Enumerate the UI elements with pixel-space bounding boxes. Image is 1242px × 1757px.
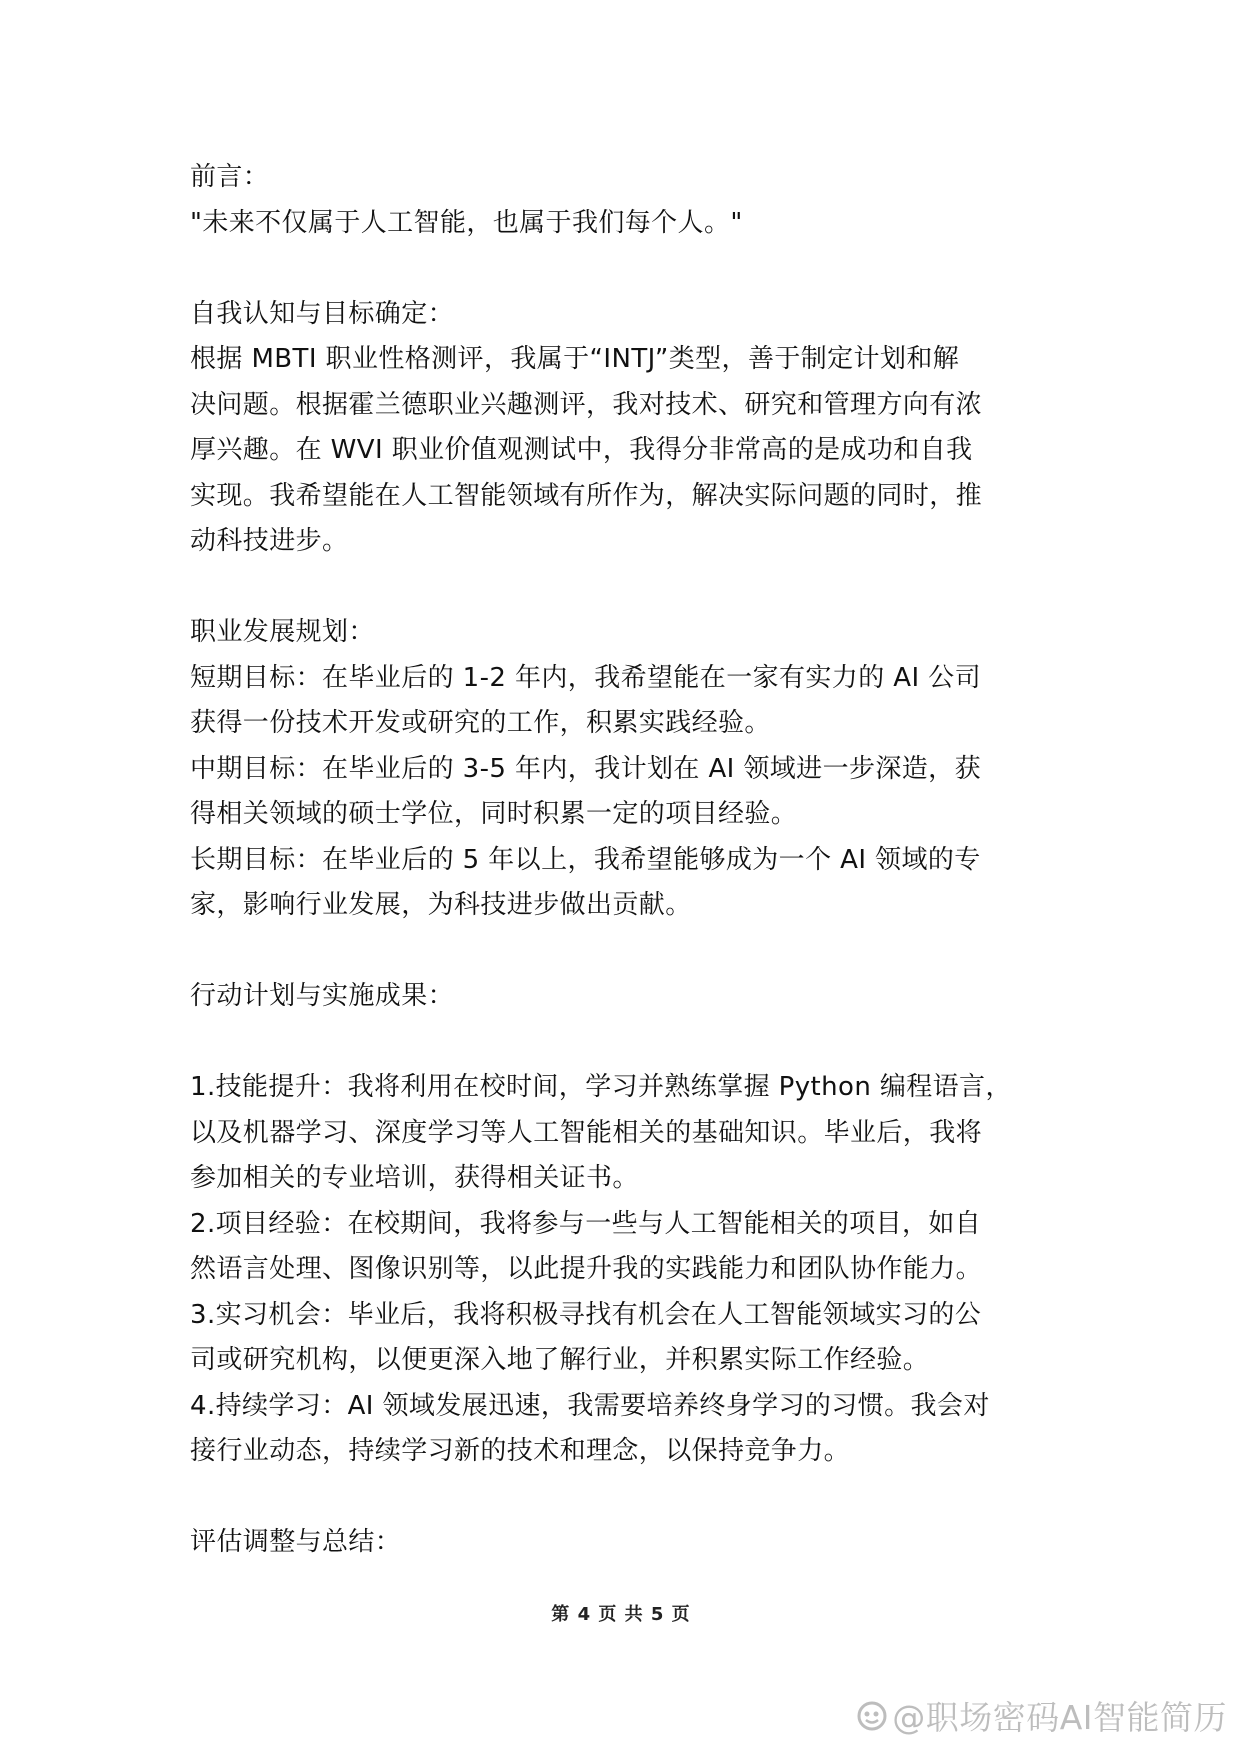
text-line: 动科技进步。 (190, 526, 349, 556)
blank-line (190, 246, 1060, 292)
text-line: 参加相关的专业培训，获得相关证书。 (190, 1163, 639, 1193)
blank-line (190, 929, 1060, 975)
page-number: 第 4 页 共 5 页 (551, 1604, 691, 1625)
text-line: 家，影响行业发展，为科技进步做出贡献。 (190, 890, 692, 920)
section-heading: 行动计划与实施成果： (190, 981, 455, 1011)
text-line: 以及机器学习、深度学习等人工智能相关的基础知识。毕业后，我将 (190, 1117, 983, 1148)
text-line: 短期目标：在毕业后的 1-2 年内，我希望能在一家有实力的 AI 公司 (190, 662, 981, 693)
section-heading: 职业发展规划： (190, 617, 375, 647)
text-line: 决问题。根据霍兰德职业兴趣测评，我对技术、研究和管理方向有浓 (190, 389, 983, 420)
text-line: 司或研究机构，以便更深入地了解行业，并积累实际工作经验。 (190, 1345, 930, 1375)
text-line: 根据 MBTI 职业性格测评，我属于“INTJ”类型，善于制定计划和解 (190, 344, 960, 374)
text-line: 得相关领域的硕士学位，同时积累一定的项目经验。 (190, 799, 798, 829)
text-line: "未来不仅属于人工智能，也属于我们每个人。" (190, 207, 743, 238)
text-line: 前言： (190, 162, 270, 192)
text-line: 长期目标：在毕业后的 5 年以上，我希望能够成为一个 AI 领域的专 (190, 844, 981, 875)
blank-line (190, 1020, 1060, 1066)
blank-line (190, 1475, 1060, 1521)
watermark-text: @职场密码AI智能简历 (892, 1698, 1227, 1737)
section-heading: 自我认知与目标确定： (190, 298, 455, 329)
text-line: 然语言处理、图像识别等，以此提升我的实践能力和团队协作能力。 (190, 1254, 983, 1284)
blank-line (190, 565, 1060, 611)
text-line: 实现。我希望能在人工智能领域有所作为，解决实际问题的同时，推 (190, 480, 983, 511)
text-line: 4.持续学习：AI 领域发展迅速，我需要培养终身学习的习惯。我会对 (190, 1390, 990, 1421)
text-line: 3.实习机会：毕业后，我将积极寻找有机会在人工智能领域实习的公 (190, 1299, 982, 1330)
brand-logo-icon (856, 1700, 888, 1732)
text-line: 获得一份技术开发或研究的工作，积累实践经验。 (190, 708, 771, 738)
document-body (190, 155, 1060, 1566)
text-line: 中期目标：在毕业后的 3-5 年内，我计划在 AI 领域进一步深造，获 (190, 753, 981, 784)
text-line: 接行业动态，持续学习新的技术和理念，以保持竞争力。 (190, 1436, 851, 1466)
section-heading: 评估调整与总结： (190, 1527, 402, 1557)
text-line: 厚兴趣。在 WVI 职业价值观测试中，我得分非常高的是成功和自我 (190, 435, 973, 465)
watermark (856, 1692, 1227, 1739)
text-line: 1.技能提升：我将利用在校时间，学习并熟练掌握 Python 编程语言， (190, 1072, 1012, 1102)
text-line: 2.项目经验：在校期间，我将参与一些与人工智能相关的项目，如自 (190, 1208, 982, 1239)
